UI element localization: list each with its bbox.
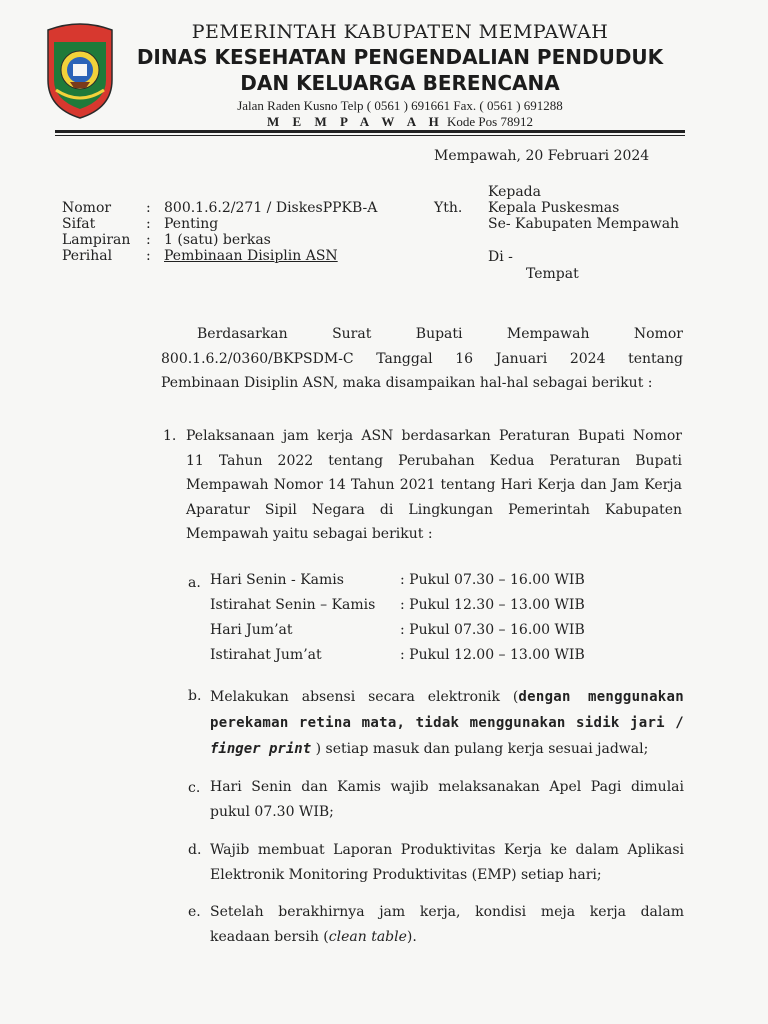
recipient-line2: Se- Kabupaten Mempawah xyxy=(488,216,680,232)
letter-meta xyxy=(62,200,377,264)
meta-row-nomor xyxy=(62,200,377,216)
letterhead xyxy=(120,20,680,130)
recipient-tempat: Tempat xyxy=(526,266,579,282)
schedule-row: Hari Jum’at : Pukul 07.30 – 16.00 WIB xyxy=(210,622,585,638)
letterhead-government: PEMERINTAH KABUPATEN MEMPAWAH xyxy=(191,21,609,43)
item-b-text: Melakukan absensi secara elektronik (dengan menggunakan perekaman retina mata, tidak menggunakan sidik jari / finger print ) setiap masuk dan pulang kerja sesuai jadwal; xyxy=(210,689,684,757)
meta-sep: : xyxy=(146,216,151,232)
item-1-text: Pelaksanaan jam kerja ASN berdasarkan Peraturan Bupati Nomor 11 Tahun 2022 tentang Perubahan Kedua Peraturan Bupati Mempawah Nomor 14 Tahun 2021 tentang Hari Kerja dan Jam Kerja Aparatur Sipil Negara di Lingkungan Pemerintah Kabupaten Mempawah yaitu sebagai berikut : xyxy=(186,428,682,542)
letter-date: Mempawah, 20 Februari 2024 xyxy=(434,148,650,164)
item-c-text: Hari Senin dan Kamis wajib melaksanakan Apel Pagi dimulai pukul 07.30 WIB; xyxy=(210,779,684,820)
letterhead-rule-thick xyxy=(55,130,685,133)
intro-line-1: Berdasarkan Surat Bupati Mempawah Nomor xyxy=(197,326,683,342)
letterhead-address: Jalan Raden Kusno Telp ( 0561 ) 691661 Fax. ( 0561 ) 691288 xyxy=(237,98,563,113)
recipient-line1: Kepala Puskesmas xyxy=(488,200,620,216)
meta-sep: : xyxy=(146,200,151,216)
recipient-yth: Yth. xyxy=(434,200,463,216)
intro-line-2: 800.1.6.2/0360/BKPSDM-C Tanggal 16 Januari 2024 tentang xyxy=(161,350,683,367)
item-e-text: Setelah berakhirnya jam kerja, kondisi meja kerja dalam keadaan bersih (clean table). xyxy=(210,904,684,945)
meta-sep: : xyxy=(146,248,151,264)
meta-value: 1 (satu) berkas xyxy=(164,232,271,248)
meta-value: 800.1.6.2/271 / DiskesPPKB-A xyxy=(164,200,378,216)
item-a-letter: a. xyxy=(188,575,201,591)
item-d-letter: d. xyxy=(188,842,202,858)
letterhead-postal: Kode Pos 78912 xyxy=(447,114,533,129)
meta-label: Lampiran xyxy=(62,232,131,248)
meta-value: Penting xyxy=(164,216,219,232)
work-schedule-table xyxy=(210,568,585,668)
letterhead-rule-thin xyxy=(55,135,685,136)
item-d-text: Wajib membuat Laporan Produktivitas Kerja ke dalam Aplikasi Elektronik Monitoring Produktivitas (EMP) setiap hari; xyxy=(210,842,684,883)
recipient-kepada: Kepada xyxy=(488,184,541,200)
meta-label: Nomor xyxy=(62,200,112,216)
meta-row-sifat xyxy=(62,216,377,232)
meta-value: Pembinaan Disiplin ASN xyxy=(164,248,338,264)
letterhead-agency-line2: DAN KELUARGA BERENCANA xyxy=(240,71,560,95)
item-1-number: 1. xyxy=(163,428,177,444)
intro-paragraph xyxy=(161,322,683,396)
recipient-di: Di - xyxy=(488,249,513,265)
schedule-row: Hari Senin - Kamis : Pukul 07.30 – 16.00 WIB xyxy=(210,572,585,588)
item-e-letter: e. xyxy=(188,904,201,920)
meta-row-perihal xyxy=(62,248,377,264)
meta-sep: : xyxy=(146,232,151,248)
item-c-letter: c. xyxy=(188,780,201,796)
letterhead-city: M E M P A W A H xyxy=(267,114,444,129)
item-b-letter: b. xyxy=(188,688,202,704)
letterhead-city-postal xyxy=(120,114,680,130)
meta-label: Sifat xyxy=(62,216,96,232)
schedule-row: Istirahat Jum’at : Pukul 12.00 – 13.00 WIB xyxy=(210,647,585,663)
intro-line-3: Pembinaan Disiplin ASN, maka disampaikan hal-hal sebagai berikut : xyxy=(161,375,653,391)
meta-label: Perihal xyxy=(62,248,113,264)
schedule-row: Istirahat Senin – Kamis : Pukul 12.30 – 13.00 WIB xyxy=(210,597,585,613)
regency-emblem-logo xyxy=(40,20,120,120)
meta-row-lampiran xyxy=(62,232,377,248)
letterhead-agency-line1: DINAS KESEHATAN PENGENDALIAN PENDUDUK xyxy=(136,45,664,69)
